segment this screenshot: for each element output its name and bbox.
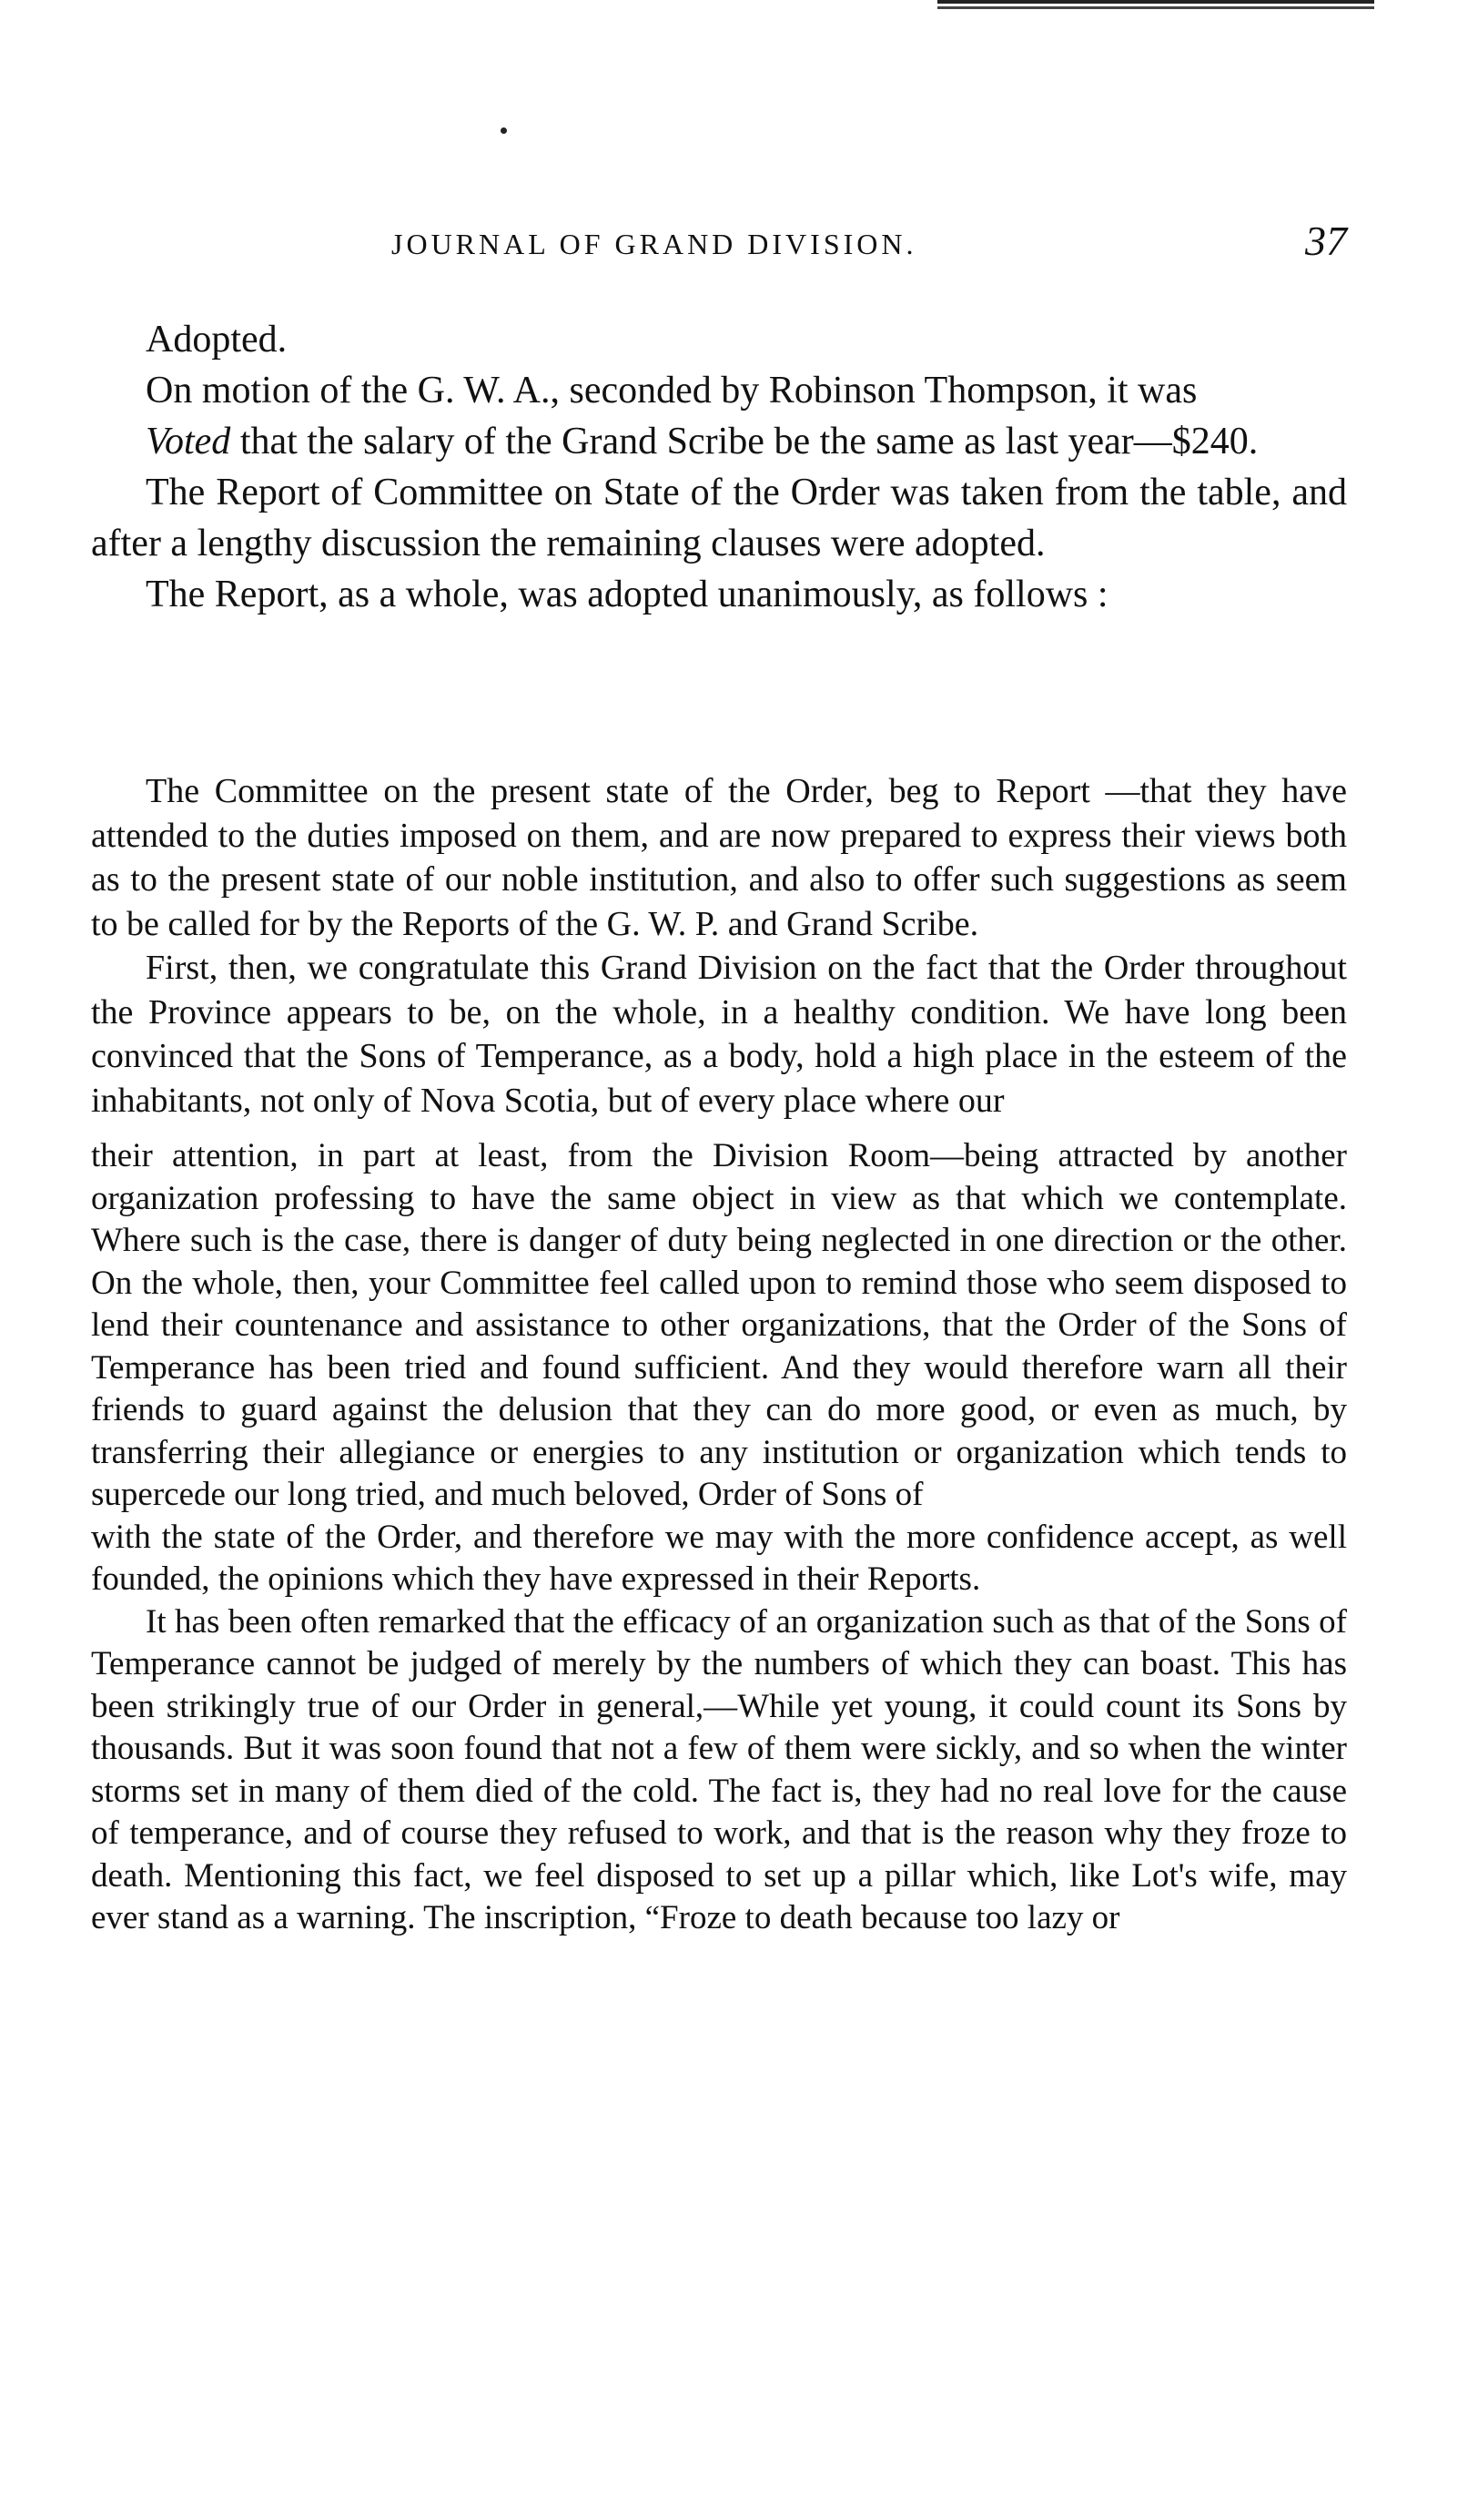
voted-text: that the salary of the Grand Scribe be the same as last year—$240. xyxy=(230,421,1259,462)
motion-paragraph: On motion of the G. W. A., seconded by Robinson Thompson, it was xyxy=(146,370,1198,412)
report-paragraph-1: The Committee on the present state of the Order, beg to Report —that they have attended to the duties imposed on them, and are now prepared to express their views both as to the present state of our noble institution, and also to offer such suggestions as seem to be called for by the Reports of the G. W. P. and Grand Scribe. xyxy=(91,772,1347,943)
voted-word: Voted xyxy=(146,421,231,462)
adopted-line: Adopted. xyxy=(146,319,288,361)
report-paragraph-5: It has been often remarked that the efficacy of an organization such as that of the Sons of Temperance cannot be judged of merely by the numbers of which they can boast. This has been strikingly true of our Order in general,—While yet young, it could count its Sons by thousands. But it was soon found that not a few of them were sickly, and so when the winter storms set in many of them died of the cold. The fact is, they had no real love for the cause of temperance, and of course they refused to work, and that is the reason why they froze to death. Mentioning this fact, we feel disposed to set up a pillar which, like Lot's wife, may ever stand as a warning. The inscription, “Froze to death because too lazy or xyxy=(91,1602,1347,1936)
running-head: JOURNAL OF GRAND DIVISION. xyxy=(391,228,917,260)
top-border-rule xyxy=(937,0,1374,9)
voted-paragraph xyxy=(91,416,1347,467)
report-taken-paragraph: The Report of Committee on State of the Order was taken from the table, and after a lengthy discussion the remaining clauses were adopted. xyxy=(91,472,1347,564)
report-paragraph-2: First, then, we congratulate this Grand Division on the fact that the Order throughout the Province appears to be, on the whole, in a healthy condition. We have long been convinced that the Sons of Temperance, as a body, hold a high place in the esteem of the inhabitants, not only of Nova Scotia, but of every place where our xyxy=(91,949,1347,1120)
report-whole-paragraph: The Report, as a whole, was adopted unanimously, as follows : xyxy=(146,574,1108,615)
report-paragraph-3: their attention, in part at least, from the Division Room—being attracted by another organization professing to have the same object in view as that which we contemplate. Where such is the case, there is danger of duty being neglected in one direction or the other. On the whole, then, your Committee feel called upon to remind those who seem disposed to lend their countenance and assistance to other organizations, that the Order of the Sons of Temperance has been tried and found sufficient. And they would therefore warn all their friends to guard against the delusion that they can do more good, or even as much, by transferring their allegiance or energies to any institution or organization which tends to supercede our long tried, and much beloved, Order of Sons of xyxy=(91,1137,1347,1513)
minutes-section xyxy=(91,314,1347,620)
report-paragraph-4: with the state of the Order, and therefore we may with the more confidence accept, as well founded, the opinions which they have expressed in their Reports. xyxy=(91,1518,1347,1598)
page-header xyxy=(91,218,1347,282)
committee-report xyxy=(91,769,1347,1940)
print-speck xyxy=(501,127,507,134)
page-number: 37 xyxy=(1305,218,1347,264)
